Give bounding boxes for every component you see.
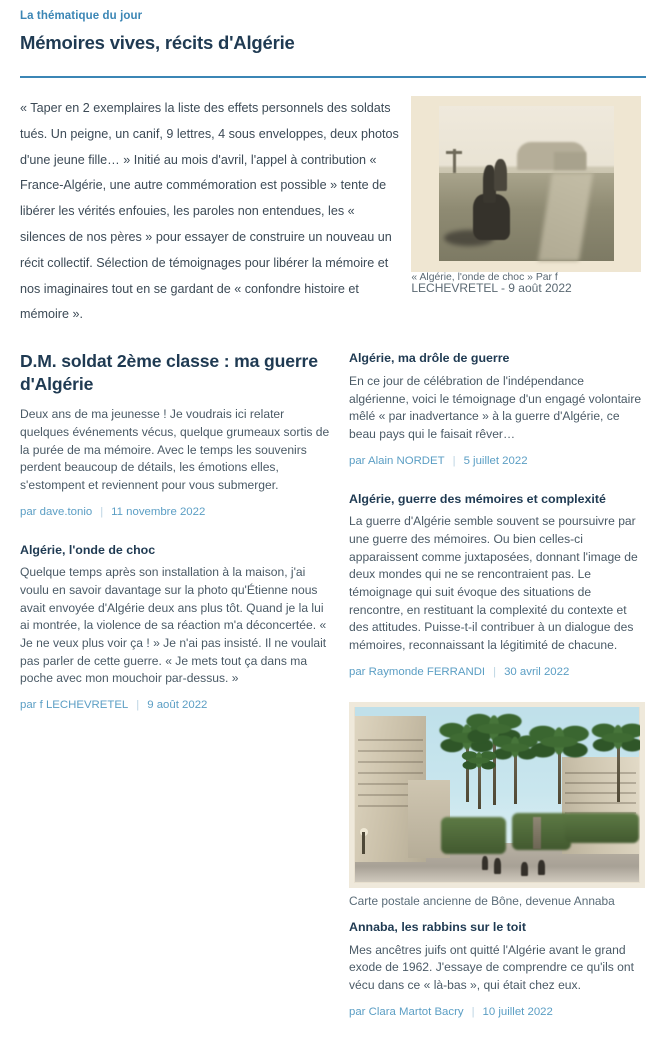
byline-separator: | <box>100 505 104 518</box>
byline-separator: | <box>452 454 456 467</box>
page-header <box>20 10 645 78</box>
photo-second-figure <box>494 159 507 191</box>
article-dek: Mes ancêtres juifs ont quitté l'Algérie avant le grand exode de 1962. J'essaye de comprendre ce qu'ils ont vécu dans ce « là-bas », qui était chez eux. <box>349 942 634 993</box>
caption-line-1: « Algérie, l'onde de choc » Par f <box>411 271 558 283</box>
byline-date: 30 avril 2022 <box>504 665 570 678</box>
article-headline[interactable]: Annaba, les rabbins sur le toit <box>349 920 526 935</box>
article-headline[interactable]: Algérie, guerre des mémoires et complexité <box>349 491 606 506</box>
byline-date: 9 août 2022 <box>147 698 208 711</box>
article-headline[interactable]: Algérie, ma drôle de guerre <box>349 351 510 366</box>
page-title: Mémoires vives, récits d'Algérie <box>20 31 295 53</box>
articles-grid <box>20 350 645 1042</box>
byline-author[interactable]: par dave.tonio <box>20 505 93 518</box>
postcard-figure <box>349 702 645 909</box>
article-lead[interactable] <box>20 350 333 517</box>
byline-author[interactable]: par Raymonde FERRANDI <box>349 665 486 678</box>
article-byline <box>349 1006 645 1018</box>
caption-line-2: LECHEVRETEL - 9 août 2022 <box>411 280 572 295</box>
byline-date: 11 novembre 2022 <box>111 505 206 518</box>
photo-building-secondary <box>554 152 586 170</box>
byline-author[interactable]: par f LECHEVRETEL <box>20 698 129 711</box>
article-right-third[interactable] <box>349 919 645 1018</box>
intro-paragraph: « Taper en 2 exemplaires la liste des effets personnels des soldats tués. Un peigne, un canif, 9 lettres, 4 sous enveloppes, deux photos d'une jeune fille… » Initié au mois d'avril, l'appel à contribution « France-Algérie, une autre commémoration est possible » tente de libérer les vérités enfouies, les paroles non entendues, les « silences de nos pères » pour essayer de construire un nouveau un récit collectif. Sélection de témoignages pour libérer la mémoire et nos imaginaires tout en se gardant de « confondre histoire et mémoire ». <box>20 100 399 322</box>
article-byline <box>20 699 333 711</box>
article-left-second[interactable] <box>20 542 333 711</box>
article-dek: La guerre d'Algérie semble souvent se poursuivre par une guerre des mémoires. Ou bien celles-ci apparaissent comme juxtaposées, donnant l'image de deux mondes qui ne se rencontraient pas. Le témoignage qui suit évoque des situations de rencontre, en restituant la complexité du contexte et des attitudes. Puisse-t-il contribuer à un dialogue des mémoires, reconnaissant la légitimité de chacune. <box>349 514 638 652</box>
article-byline <box>349 455 645 467</box>
byline-separator: | <box>136 698 140 711</box>
byline-date: 10 juillet 2022 <box>482 1005 553 1018</box>
byline-author[interactable]: par Clara Martot Bacry <box>349 1005 464 1018</box>
header-divider <box>20 76 646 78</box>
article-byline <box>349 666 645 678</box>
left-column <box>20 350 349 735</box>
byline-author[interactable]: par Alain NORDET <box>349 454 445 467</box>
article-dek: En ce jour de célébration de l'indépendance algérienne, voici le témoignage d'un engagé volontaire mêlé « par inadvertance » à la guerre d'Algérie, ce beau pays qui le faisait rêver… <box>349 373 642 441</box>
photo-utility-pole <box>453 149 456 174</box>
intro-figure <box>411 96 645 293</box>
postcard-caption: Carte postale ancienne de Bône, devenue Annaba <box>349 893 615 908</box>
article-headline[interactable]: Algérie, l'onde de choc <box>20 542 156 557</box>
article-byline <box>20 506 333 518</box>
sepia-photo-donkey-rider[interactable] <box>411 96 641 272</box>
postcard-photo-boulevard-palms[interactable] <box>349 702 645 888</box>
article-right-first[interactable] <box>349 350 645 466</box>
postcard-border <box>349 702 645 888</box>
right-column <box>349 350 645 1042</box>
article-dek: Deux ans de ma jeunesse ! Je voudrais ici relater quelques événements vécus, quelque grumeaux sortis de la purée de ma mémoire. Avec le temps les souvenirs perdent beaucoup de détails, les émotions elles, s'estompent et reviennent pour vous submerger. <box>20 407 330 492</box>
article-dek: Quelque temps après son installation à la maison, j'ai voulu en savoir davantage sur la photo qu'Étienne nous avait envoyée d'Algérie deux ans plus tôt. Quand je la lui ai montrée, la violence de sa réaction m'a déconcertée. « Je ne veux plus voir ça ! » Je n'ai pas insisté. Il ne voulait pas parler de cette guerre. « Je mets tout ça dans ma poche avec mon mouchoir par-dessus. » <box>20 565 327 686</box>
article-headline[interactable]: D.M. soldat 2ème classe : ma guerre d'Algérie <box>20 351 318 394</box>
byline-separator: | <box>471 1005 475 1018</box>
intro-section <box>20 96 645 328</box>
article-right-second[interactable] <box>349 491 645 678</box>
kicker-label: La thématique du jour <box>20 10 143 22</box>
intro-photo-caption <box>411 271 626 295</box>
byline-date: 5 juillet 2022 <box>463 454 528 467</box>
byline-separator: | <box>493 665 497 678</box>
